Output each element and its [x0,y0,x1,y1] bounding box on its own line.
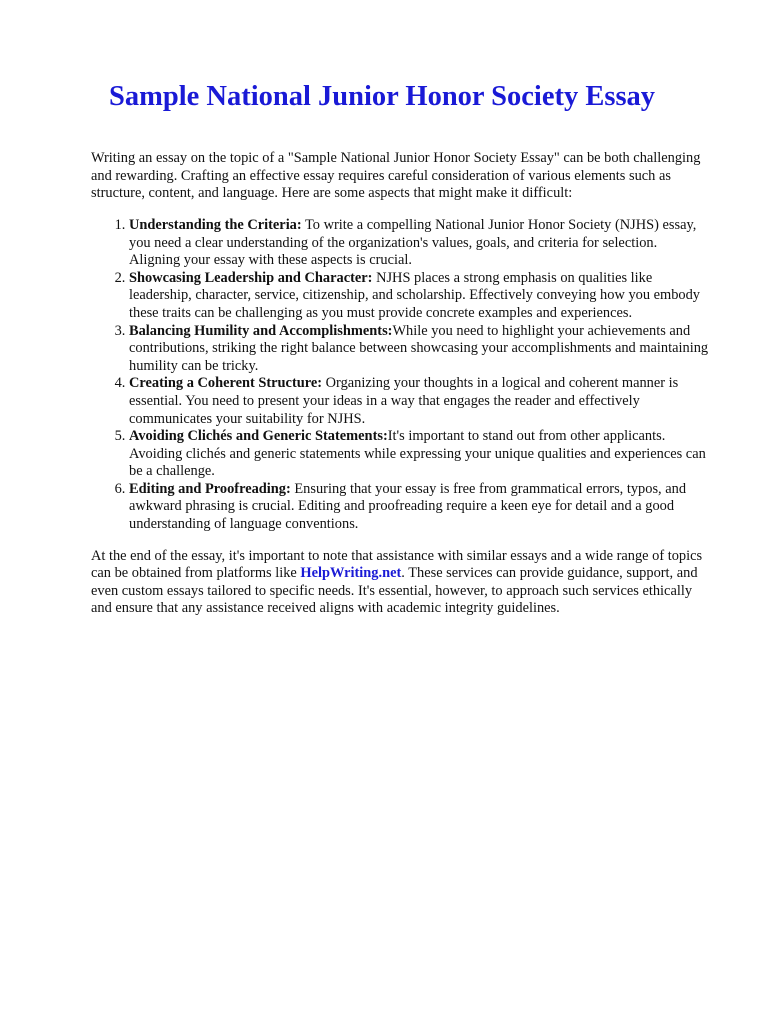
closing-paragraph [91,548,710,618]
list-item [129,217,710,270]
intro-paragraph: Writing an essay on the topic of a "Sample National Junior Honor Society Essay" can be both challenging and rewarding. Crafting an effective essay requires careful consideration of various elements such as structure, content, and language. Here are some aspects that might make it difficult: [91,150,701,202]
list-item [129,270,710,323]
list-item-text: While you need to highlight your achievements and contributions, striking the right balance between showcasing your accomplishments and maintaining humility can be tricky. [129,322,709,374]
closing-text-before: At the end of the essay, it's important to note that assistance with similar essays and a wide range of topics can be obtained from platforms like [91,547,703,582]
list-item-heading: Editing and Proofreading: [129,480,291,497]
list-item [129,375,710,428]
closing-text-after: . These services can provide guidance, support, and even custom essays tailored to specific needs. It's essential, however, to approach such services ethically and ensure that any assistance received aligns with academic integrity guidelines. [91,565,698,617]
list-item-text: It's important to stand out from other applicants. Avoiding clichés and generic statements while expressing your unique qualities and experiences can be a challenge. [129,428,706,480]
aspects-list [91,217,710,534]
list-item-heading: Balancing Humility and Accomplishments: [129,322,393,339]
list-item-text: Ensuring that your essay is free from grammatical errors, typos, and awkward phrasing is crucial. Editing and proofreading require a keen eye for detail and a good understanding of language conventions. [129,480,687,533]
list-item-text: Organizing your thoughts in a logical and coherent manner is essential. You need to present your ideas in a way that engages the reader and effectively communicates your suitability for NJHS. [129,375,679,427]
list-item-heading: Understanding the Criteria: [129,216,302,233]
list-item [129,428,710,481]
list-item-heading: Creating a Coherent Structure: [129,375,323,392]
list-item-text: NJHS places a strong emphasis on qualities like leadership, character, service, citizenship, and scholarship. Effectively conveying how you embody these traits can be challenging as you must provide concrete examples and experiences. [129,269,700,321]
list-item [129,323,710,376]
page-title: Sample National Junior Honor Society Essay [109,81,656,112]
list-item-text: To write a compelling National Junior Honor Society (NJHS) essay, you need a clear understanding of the organization's values, goals, and criteria for selection. Aligning your essay with these aspects is crucial. [129,216,697,269]
list-item-heading: Showcasing Leadership and Character: [129,269,373,286]
list-item-heading: Avoiding Clichés and Generic Statements: [129,428,388,445]
list-item [129,481,710,534]
helpwriting-link[interactable]: HelpWriting.net [300,565,402,582]
